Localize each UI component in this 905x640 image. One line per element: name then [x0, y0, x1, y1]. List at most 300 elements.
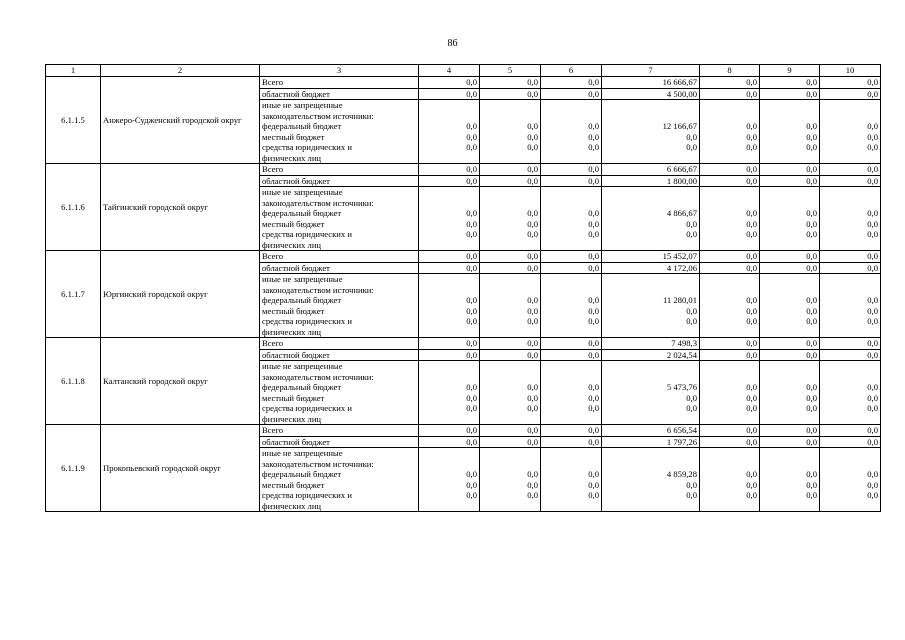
spacer [762, 501, 817, 512]
federal-value: 0,0 [588, 121, 599, 131]
spacer [482, 285, 538, 296]
table-row [46, 251, 881, 263]
legal-value: 0,0 [686, 490, 697, 500]
value-cell: 0,0 [820, 349, 881, 361]
federal-value: 0,0 [867, 295, 878, 305]
value-cell: 0,0 [700, 164, 760, 176]
value-cell: 0,0 [480, 425, 541, 437]
federal-value: 0,0 [588, 208, 599, 218]
source-regional-label: областной бюджет [260, 262, 419, 274]
value-stack-cell [760, 361, 820, 425]
spacer [762, 459, 817, 470]
spacer [421, 274, 477, 285]
spacer [604, 372, 697, 383]
source-total-label: Всего [260, 77, 419, 89]
legal-value: 0,0 [588, 403, 599, 413]
header-cell: 8 [700, 65, 760, 77]
value-stack-cell [760, 100, 820, 164]
spacer [421, 187, 477, 198]
row-code: 6.1.1.7 [46, 251, 101, 338]
local-value: 0,0 [466, 131, 477, 142]
value-cell: 0,0 [419, 88, 480, 100]
row-code: 6.1.1.8 [46, 338, 101, 425]
spacer [543, 361, 599, 372]
federal-value: 0,0 [527, 295, 538, 305]
spacer [421, 198, 477, 209]
local-value: 0,0 [466, 305, 477, 316]
spacer [702, 240, 757, 251]
value-stack-cell [602, 187, 700, 251]
value-cell: 15 452,07 [602, 251, 700, 263]
source-other-cell [260, 361, 419, 425]
federal-value: 0,0 [527, 208, 538, 218]
local-value: 0,0 [867, 479, 878, 490]
value-cell: 0,0 [760, 338, 820, 350]
source-other-label: иные не запрещенные [262, 187, 343, 197]
value-stack-cell [480, 361, 541, 425]
spacer [702, 414, 757, 425]
value-cell: 0,0 [820, 436, 881, 448]
federal-value: 0,0 [466, 295, 477, 305]
row-code: 6.1.1.9 [46, 425, 101, 512]
source-other-label: законодательством источники: [262, 458, 374, 469]
federal-value: 0,0 [466, 208, 477, 218]
source-regional-label: областной бюджет [260, 349, 419, 361]
spacer [543, 501, 599, 512]
spacer [421, 153, 477, 164]
spacer [604, 448, 697, 459]
value-cell: 0,0 [760, 425, 820, 437]
local-value: 0,0 [686, 392, 697, 403]
value-cell: 0,0 [419, 251, 480, 263]
source-federal-label: федеральный бюджет [262, 469, 342, 479]
spacer [604, 327, 697, 338]
spacer [482, 361, 538, 372]
local-value: 0,0 [466, 218, 477, 229]
spacer [543, 285, 599, 296]
local-value: 0,0 [686, 479, 697, 490]
legal-value: 0,0 [466, 142, 477, 152]
federal-value: 0,0 [806, 295, 817, 305]
value-stack-cell [480, 448, 541, 512]
spacer [702, 285, 757, 296]
value-cell: 0,0 [700, 251, 760, 263]
value-cell: 0,0 [541, 349, 602, 361]
spacer [482, 198, 538, 209]
spacer [543, 111, 599, 122]
legal-value: 0,0 [588, 490, 599, 500]
value-stack-cell [480, 187, 541, 251]
spacer [762, 414, 817, 425]
legal-value: 0,0 [806, 142, 817, 152]
spacer [604, 100, 697, 111]
source-regional-label: областной бюджет [260, 175, 419, 187]
source-other-cell [260, 274, 419, 338]
federal-value: 0,0 [806, 469, 817, 479]
table-row [46, 338, 881, 350]
source-legal-label: средства юридических и [262, 316, 352, 326]
spacer [482, 459, 538, 470]
legal-value: 0,0 [686, 229, 697, 239]
value-cell: 0,0 [541, 262, 602, 274]
local-value: 0,0 [806, 392, 817, 403]
value-cell: 0,0 [760, 164, 820, 176]
source-other-label: законодательством источники: [262, 197, 374, 208]
value-cell: 0,0 [760, 349, 820, 361]
value-cell: 0,0 [820, 88, 881, 100]
value-cell: 0,0 [480, 88, 541, 100]
federal-value: 0,0 [588, 469, 599, 479]
federal-value: 0,0 [867, 382, 878, 392]
value-cell: 0,0 [700, 425, 760, 437]
value-stack-cell [419, 448, 480, 512]
spacer [604, 285, 697, 296]
value-stack-cell [602, 274, 700, 338]
legal-value: 0,0 [686, 142, 697, 152]
local-value: 0,0 [588, 305, 599, 316]
spacer [822, 459, 878, 470]
spacer [421, 100, 477, 111]
local-value: 0,0 [588, 218, 599, 229]
value-cell: 0,0 [820, 262, 881, 274]
value-cell: 0,0 [541, 338, 602, 350]
value-cell: 0,0 [700, 262, 760, 274]
local-value: 0,0 [746, 218, 757, 229]
header-cell: 10 [820, 65, 881, 77]
header-cell: 6 [541, 65, 602, 77]
local-value: 0,0 [527, 131, 538, 142]
spacer [543, 327, 599, 338]
spacer [604, 240, 697, 251]
spacer [702, 361, 757, 372]
value-stack-cell [700, 274, 760, 338]
page-number: 86 [447, 38, 458, 49]
federal-value: 0,0 [588, 382, 599, 392]
spacer [421, 327, 477, 338]
value-stack-cell [760, 187, 820, 251]
spacer [822, 240, 878, 251]
source-federal-label: федеральный бюджет [262, 295, 342, 305]
value-cell: 0,0 [480, 338, 541, 350]
header-cell: 9 [760, 65, 820, 77]
federal-value: 0,0 [466, 382, 477, 392]
row-code: 6.1.1.6 [46, 164, 101, 251]
legal-value: 0,0 [686, 316, 697, 326]
spacer [543, 100, 599, 111]
value-cell: 0,0 [700, 77, 760, 89]
legal-value: 0,0 [588, 316, 599, 326]
value-cell: 0,0 [480, 175, 541, 187]
legal-value: 0,0 [806, 490, 817, 500]
spacer [702, 372, 757, 383]
value-cell: 0,0 [760, 251, 820, 263]
source-other-cell [260, 448, 419, 512]
source-local-label: местный бюджет [262, 218, 325, 229]
local-value: 0,0 [746, 479, 757, 490]
local-value: 0,0 [867, 218, 878, 229]
federal-value: 4 859,28 [666, 469, 697, 479]
federal-value: 0,0 [527, 382, 538, 392]
legal-value: 0,0 [746, 229, 757, 239]
header-cell: 3 [260, 65, 419, 77]
local-value: 0,0 [527, 305, 538, 316]
federal-value: 0,0 [588, 295, 599, 305]
value-cell: 0,0 [480, 436, 541, 448]
spacer [762, 198, 817, 209]
value-stack-cell [700, 187, 760, 251]
source-legal-label: средства юридических и [262, 403, 352, 413]
value-cell: 0,0 [820, 338, 881, 350]
value-cell: 0,0 [480, 262, 541, 274]
value-cell: 0,0 [760, 262, 820, 274]
value-stack-cell [419, 100, 480, 164]
value-cell: 0,0 [820, 164, 881, 176]
spacer [702, 501, 757, 512]
value-stack-cell [820, 100, 881, 164]
value-stack-cell [602, 448, 700, 512]
source-other-cell [260, 100, 419, 164]
spacer [421, 501, 477, 512]
spacer [822, 100, 878, 111]
local-value: 0,0 [686, 305, 697, 316]
value-cell: 0,0 [419, 425, 480, 437]
value-stack-cell [700, 361, 760, 425]
local-value: 0,0 [527, 392, 538, 403]
value-cell: 4 172,06 [602, 262, 700, 274]
source-federal-label: федеральный бюджет [262, 208, 342, 218]
value-stack-cell [602, 361, 700, 425]
spacer [482, 153, 538, 164]
value-stack-cell [419, 187, 480, 251]
spacer [762, 274, 817, 285]
federal-value: 0,0 [527, 121, 538, 131]
municipality-name: Тайгинский городской округ [101, 164, 260, 251]
local-value: 0,0 [867, 392, 878, 403]
legal-value: 0,0 [686, 403, 697, 413]
value-stack-cell [820, 361, 881, 425]
federal-value: 0,0 [466, 121, 477, 131]
value-stack-cell [541, 187, 602, 251]
value-cell: 0,0 [541, 436, 602, 448]
local-value: 0,0 [588, 131, 599, 142]
value-cell: 0,0 [541, 251, 602, 263]
legal-value: 0,0 [867, 490, 878, 500]
local-value: 0,0 [746, 131, 757, 142]
federal-value: 0,0 [867, 208, 878, 218]
legal-value: 0,0 [527, 490, 538, 500]
spacer [421, 111, 477, 122]
value-cell: 0,0 [820, 425, 881, 437]
legal-value: 0,0 [527, 142, 538, 152]
source-total-label: Всего [260, 425, 419, 437]
spacer [822, 187, 878, 198]
source-other-label: иные не запрещенные [262, 361, 343, 371]
spacer [482, 372, 538, 383]
value-cell: 0,0 [700, 349, 760, 361]
spacer [604, 274, 697, 285]
source-federal-label: федеральный бюджет [262, 382, 342, 392]
table-body [46, 77, 881, 512]
legal-value: 0,0 [466, 490, 477, 500]
value-stack-cell [419, 274, 480, 338]
legal-value: 0,0 [867, 229, 878, 239]
value-stack-cell [419, 361, 480, 425]
spacer [762, 448, 817, 459]
value-stack-cell [760, 448, 820, 512]
spacer [482, 274, 538, 285]
value-stack-cell [480, 100, 541, 164]
value-cell: 0,0 [700, 175, 760, 187]
spacer [702, 111, 757, 122]
spacer [762, 361, 817, 372]
spacer [482, 240, 538, 251]
spacer [604, 459, 697, 470]
local-value: 0,0 [466, 392, 477, 403]
legal-value: 0,0 [588, 142, 599, 152]
legal-value: 0,0 [466, 316, 477, 326]
spacer [762, 240, 817, 251]
value-cell: 0,0 [760, 77, 820, 89]
source-other-cell [260, 187, 419, 251]
spacer [702, 100, 757, 111]
header-cell: 7 [602, 65, 700, 77]
legal-value: 0,0 [466, 229, 477, 239]
table-row [46, 164, 881, 176]
spacer [482, 111, 538, 122]
spacer [702, 274, 757, 285]
source-federal-label: федеральный бюджет [262, 121, 342, 131]
municipality-name: Прокопьевский городской округ [101, 425, 260, 512]
value-stack-cell [480, 274, 541, 338]
value-stack-cell [820, 274, 881, 338]
spacer [604, 361, 697, 372]
source-other-label: иные не запрещенные [262, 274, 343, 284]
value-cell: 0,0 [820, 77, 881, 89]
local-value: 0,0 [806, 218, 817, 229]
value-cell: 0,0 [419, 262, 480, 274]
value-stack-cell [541, 361, 602, 425]
spacer [543, 459, 599, 470]
value-stack-cell [820, 187, 881, 251]
spacer [762, 327, 817, 338]
spacer [762, 285, 817, 296]
value-cell: 2 024,54 [602, 349, 700, 361]
source-other-label: иные не запрещенные [262, 100, 343, 110]
local-value: 0,0 [686, 218, 697, 229]
legal-value: 0,0 [527, 229, 538, 239]
value-cell: 1 800,00 [602, 175, 700, 187]
source-legal-label: средства юридических и [262, 490, 352, 500]
federal-value: 0,0 [527, 469, 538, 479]
spacer [604, 153, 697, 164]
spacer [482, 327, 538, 338]
spacer [482, 100, 538, 111]
value-cell: 0,0 [820, 251, 881, 263]
spacer [604, 198, 697, 209]
source-local-label: местный бюджет [262, 131, 325, 142]
federal-value: 0,0 [746, 121, 757, 131]
spacer [421, 240, 477, 251]
spacer [822, 448, 878, 459]
spacer [543, 153, 599, 164]
value-stack-cell [541, 448, 602, 512]
spacer [482, 448, 538, 459]
spacer [762, 100, 817, 111]
spacer [822, 361, 878, 372]
value-cell: 0,0 [419, 175, 480, 187]
value-stack-cell [541, 100, 602, 164]
budget-table [45, 64, 881, 512]
spacer [421, 361, 477, 372]
row-code: 6.1.1.5 [46, 77, 101, 164]
value-cell: 4 500,00 [602, 88, 700, 100]
table-row [46, 425, 881, 437]
spacer [702, 153, 757, 164]
legal-value: 0,0 [746, 490, 757, 500]
value-stack-cell [760, 274, 820, 338]
spacer [543, 198, 599, 209]
source-regional-label: областной бюджет [260, 88, 419, 100]
spacer [604, 501, 697, 512]
spacer [762, 153, 817, 164]
municipality-name: Анжеро-Судженский городской округ [101, 77, 260, 164]
value-cell: 0,0 [480, 77, 541, 89]
spacer [762, 187, 817, 198]
source-legal-label: средства юридических и [262, 142, 352, 152]
spacer [543, 274, 599, 285]
spacer [702, 448, 757, 459]
legal-value: 0,0 [527, 403, 538, 413]
source-other-label: законодательством источники: [262, 371, 374, 382]
spacer [822, 285, 878, 296]
spacer [421, 459, 477, 470]
source-legal-label: физических лиц [262, 152, 322, 163]
federal-value: 0,0 [746, 469, 757, 479]
federal-value: 11 280,01 [662, 295, 697, 305]
spacer [421, 372, 477, 383]
spacer [702, 459, 757, 470]
legal-value: 0,0 [806, 403, 817, 413]
source-other-label: законодательством источники: [262, 284, 374, 295]
federal-value: 0,0 [466, 469, 477, 479]
spacer [822, 153, 878, 164]
legal-value: 0,0 [806, 229, 817, 239]
value-cell: 1 797,26 [602, 436, 700, 448]
value-cell: 0,0 [480, 349, 541, 361]
spacer [822, 372, 878, 383]
source-total-label: Всего [260, 338, 419, 350]
federal-value: 0,0 [806, 121, 817, 131]
value-stack-cell [541, 274, 602, 338]
spacer [822, 111, 878, 122]
header-cell: 5 [480, 65, 541, 77]
spacer [543, 372, 599, 383]
federal-value: 0,0 [746, 382, 757, 392]
local-value: 0,0 [466, 479, 477, 490]
value-cell: 0,0 [700, 88, 760, 100]
value-stack-cell [820, 448, 881, 512]
value-cell: 0,0 [760, 436, 820, 448]
spacer [421, 285, 477, 296]
legal-value: 0,0 [588, 229, 599, 239]
value-cell: 0,0 [700, 436, 760, 448]
local-value: 0,0 [527, 218, 538, 229]
value-cell: 0,0 [541, 175, 602, 187]
source-regional-label: областной бюджет [260, 436, 419, 448]
value-cell: 0,0 [419, 349, 480, 361]
federal-value: 0,0 [806, 208, 817, 218]
local-value: 0,0 [806, 305, 817, 316]
